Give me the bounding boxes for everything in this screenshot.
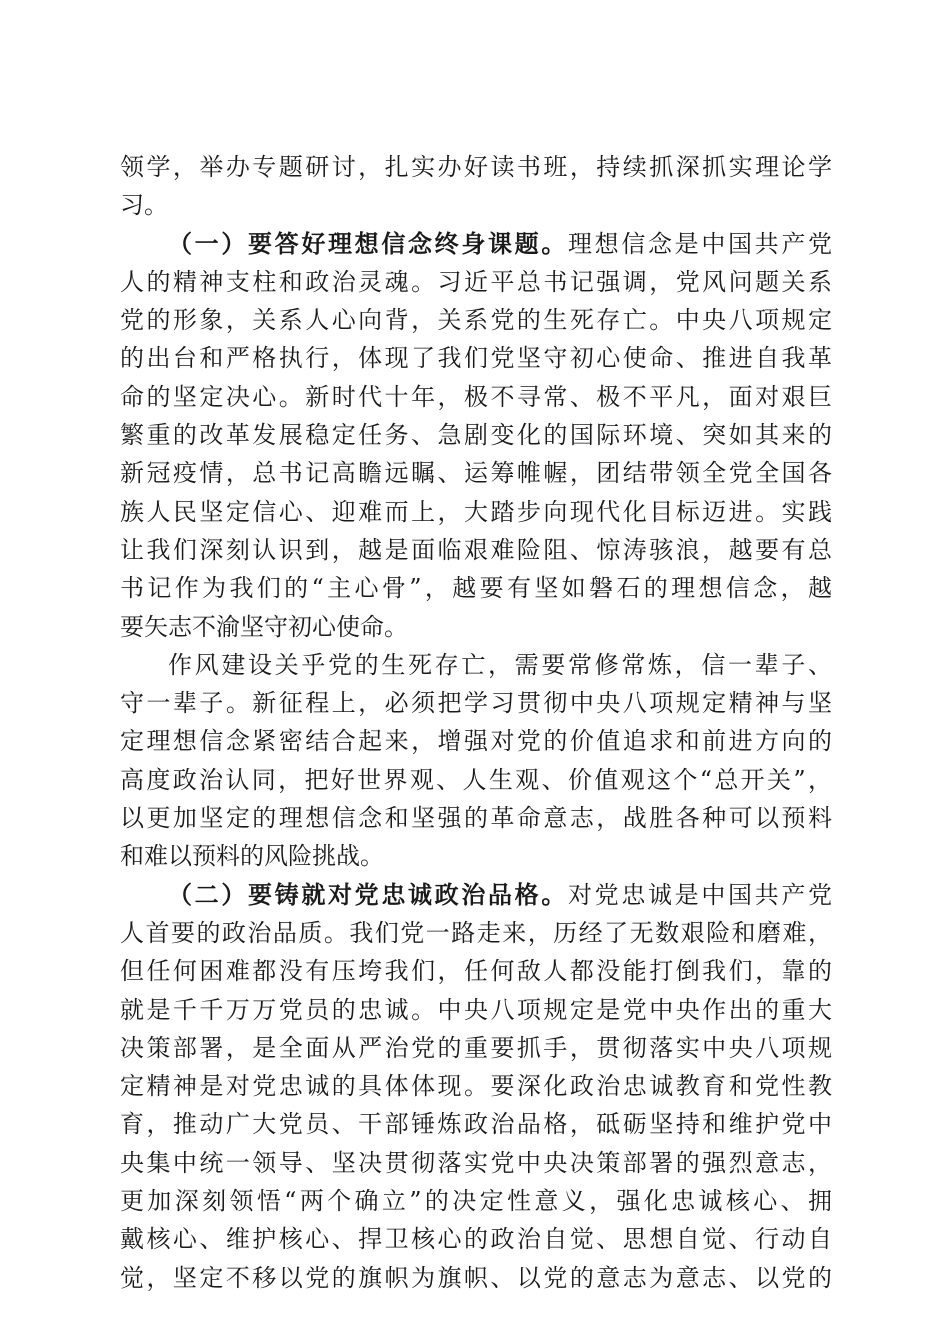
text-line: 决策部署，是全面从严治党的重要抓手，贯彻落实中央八项规: [120, 1033, 832, 1062]
text-line: 觉，坚定不移以党的旗帜为旗帜、以党的意志为意志、以党的: [120, 1263, 832, 1292]
text-line: 定精神是对党忠诚的具体体现。要深化政治忠诚教育和党性教: [120, 1072, 832, 1101]
text-line: 要矢志不渝坚守初心使命。: [120, 612, 408, 641]
text-line: 人的精神支柱和政治灵魂。习近平总书记强调，党风问题关系: [120, 267, 832, 296]
section-1-first-line-text: 理想信念是中国共产党: [568, 229, 832, 258]
text-line: 命的坚定决心。新时代十年，极不寻常、极不平凡，面对艰巨: [120, 382, 832, 411]
text-line: 党的形象，关系人心向背，关系党的生死存亡。中央八项规定: [120, 306, 832, 335]
text-line: 让我们深刻认识到，越是面临艰难险阻、惊涛骇浪，越要有总: [120, 535, 832, 564]
text-line: 戴核心、维护核心、捍卫核心的政治自觉、思想自觉、行动自: [120, 1225, 832, 1254]
text-line: 但任何困难都没有压垮我们，任何敌人都没能打倒我们，靠的: [120, 957, 832, 986]
section-1-heading: （一）要答好理想信念终身课题。: [168, 228, 568, 258]
section-2-heading: （二）要铸就对党忠诚政治品格。: [168, 879, 568, 909]
text-line: 领学，举办专题研讨，扎实办好读书班，持续抓深抓实理论学: [120, 153, 832, 181]
text-line: 作风建设关乎党的生死存亡，需要常修常炼，信一辈子、: [168, 650, 832, 679]
text-line: 新冠疫情，总书记高瞻远瞩、运筹帷幄，团结带领全党全国各: [120, 459, 832, 488]
text-line: 和难以预料的风险挑战。: [120, 842, 384, 871]
document-page: [120, 148, 832, 1297]
text-line: 央集中统一领导、坚决贯彻落实党中央决策部署的强烈意志，: [120, 1148, 832, 1177]
text-line: 高度政治认同，把好世界观、人生观、价值观这个“总开关”，: [120, 765, 832, 794]
text-line: 繁重的改革发展稳定任务、急剧变化的国际环境、突如其来的: [120, 421, 832, 450]
text-line: 育，推动广大党员、干部锤炼政治品格，砥砺坚持和维护党中: [120, 1110, 832, 1139]
text-line: 定理想信念紧密结合起来，增强对党的价值追求和前进方向的: [120, 727, 832, 756]
text-line: 人首要的政治品质。我们党一路走来，历经了无数艰险和磨难，: [120, 918, 832, 947]
text-line: 习。: [120, 191, 168, 220]
text-line: 书记作为我们的“主心骨”，越要有坚如磐石的理想信念，越: [120, 574, 832, 603]
text-line: 更加深刻领悟“两个确立”的决定性意义，强化忠诚核心、拥: [120, 1187, 832, 1216]
text-line: 就是千千万万党员的忠诚。中央八项规定是党中央作出的重大: [120, 995, 832, 1024]
section-2-first-line: [120, 876, 832, 914]
text-line: 的出台和严格执行，体现了我们党坚守初心使命、推进自我革: [120, 344, 832, 373]
text-line: 族人民坚定信心、迎难而上，大踏步向现代化目标迈进。实践: [120, 497, 832, 526]
text-line: 守一辈子。新征程上，必须把学习贯彻中央八项规定精神与坚: [120, 689, 832, 718]
section-2-first-line-text: 对党忠诚是中国共产党: [568, 880, 832, 909]
section-1-first-line: [120, 225, 832, 263]
text-line: 以更加坚定的理想信念和坚强的革命意志，战胜各种可以预料: [120, 804, 832, 833]
